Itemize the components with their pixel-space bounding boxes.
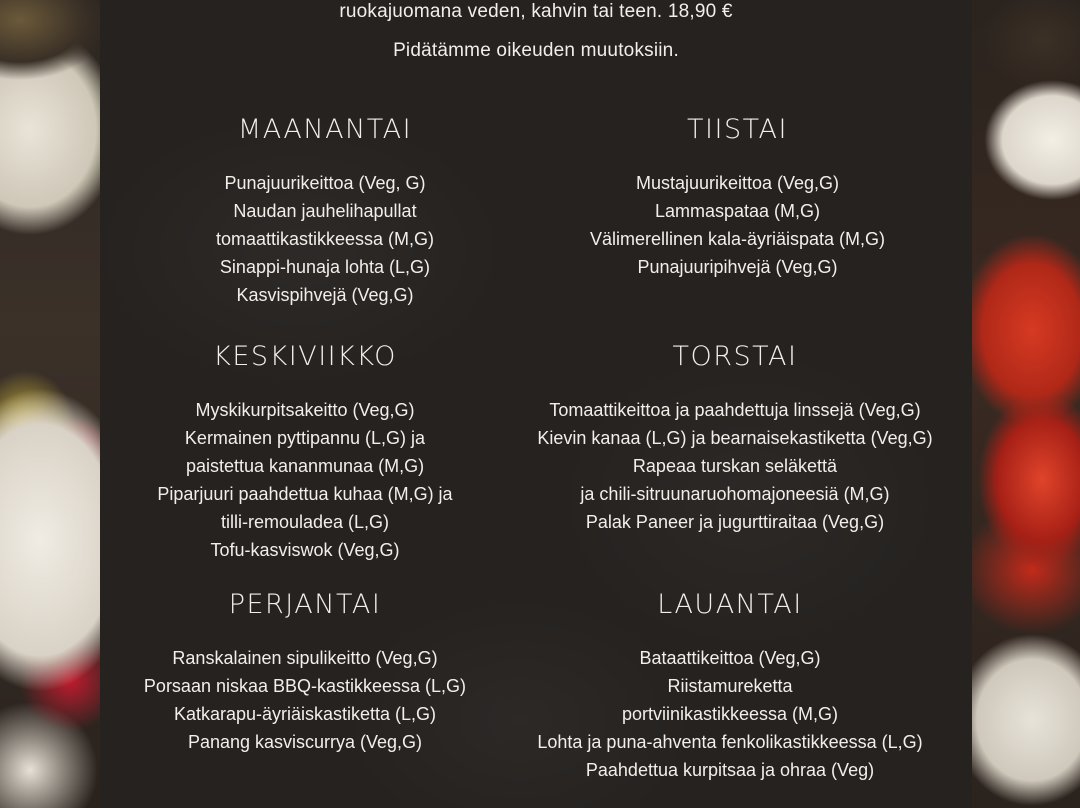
menu-item: Piparjuuri paahdettua kuhaa (M,G) ja [157, 484, 453, 504]
day-title-thursday: TORSTAI [672, 341, 798, 372]
intro-disclaimer: Pidätämme oikeuden muutoksiin. [393, 40, 679, 61]
menu-item: Naudan jauhelihapullat [233, 201, 417, 221]
menu-list-tuesday [530, 169, 945, 281]
menu-item: Tomaattikeittoa ja paahdettuja linssejä (Veg,G) [549, 400, 921, 420]
background-food-photo-right [972, 0, 1080, 808]
day-title-monday: MAANANTAI [237, 114, 413, 145]
day-title-saturday: LAUANTAI [657, 589, 803, 620]
menu-item: tomaattikastikkeessa (M,G) [215, 229, 435, 249]
day-tuesday [530, 114, 945, 281]
menu-item: Panang kasviscurrya (Veg,G) [187, 732, 423, 752]
menu-item: tilli-remouladea (L,G) [220, 512, 390, 532]
day-friday [100, 589, 510, 756]
menu-panel [100, 0, 972, 808]
day-monday [120, 114, 530, 309]
intro-price-line: ruokajuomana veden, kahvin tai teen. 18,90 € [339, 1, 733, 22]
menu-item: Bataattikeittoa (Veg,G) [639, 648, 821, 668]
menu-item: Lohta ja puna-ahventa fenkolikastikkeessa (L,G) [537, 732, 923, 752]
menu-item: Punajuurikeittoa (Veg, G) [224, 173, 426, 193]
background-food-photo-left [0, 0, 100, 808]
menu-list-monday [120, 169, 530, 309]
menu-list-saturday [500, 644, 960, 784]
menu-item: Ranskalainen sipulikeitto (Veg,G) [172, 648, 438, 668]
menu-item: Sinappi-hunaja lohta (L,G) [219, 257, 431, 277]
menu-item: Katkarapu-äyriäiskastiketta (L,G) [173, 704, 437, 724]
menu-item: Lammaspataa (M,G) [654, 201, 821, 221]
day-title-tuesday: TIISTAI [687, 114, 788, 145]
menu-item: ja chili-sitruunaruohomajoneesiä (M,G) [580, 484, 890, 504]
day-title-friday: PERJANTAI [228, 589, 382, 620]
menu-item: Kermainen pyttipannu (L,G) ja [184, 428, 426, 448]
menu-item: portviinikastikkeessa (M,G) [621, 704, 839, 724]
menu-item: Myskikurpitsakeitto (Veg,G) [195, 400, 415, 420]
menu-item: Paahdettua kurpitsaa ja ohraa (Veg) [585, 760, 875, 780]
menu-item: Rapeaa turskan seläkettä [632, 456, 838, 476]
menu-list-friday [100, 644, 510, 756]
menu-item: Kasvispihvejä (Veg,G) [236, 285, 414, 305]
menu-item: Kievin kanaa (L,G) ja bearnaisekastiketta (Veg,G) [537, 428, 933, 448]
menu-item: Tofu-kasviswok (Veg,G) [210, 540, 400, 560]
day-wednesday [100, 341, 510, 564]
menu-item: Riistamureketta [667, 676, 793, 696]
day-saturday [500, 589, 960, 784]
menu-list-thursday [495, 396, 975, 536]
menu-item: Porsaan niskaa BBQ-kastikkeessa (L,G) [143, 676, 467, 696]
day-thursday [495, 341, 975, 536]
day-title-wednesday: KESKIVIIKKO [213, 341, 397, 372]
menu-item: Palak Paneer ja jugurttiraitaa (Veg,G) [585, 512, 885, 532]
menu-item: Välimerellinen kala-äyriäispata (M,G) [589, 229, 886, 249]
menu-item: Mustajuurikeittoa (Veg,G) [635, 173, 840, 193]
menu-item: Punajuuripihvejä (Veg,G) [637, 257, 838, 277]
menu-item: paistettua kananmunaa (M,G) [185, 456, 425, 476]
menu-list-wednesday [100, 396, 510, 564]
